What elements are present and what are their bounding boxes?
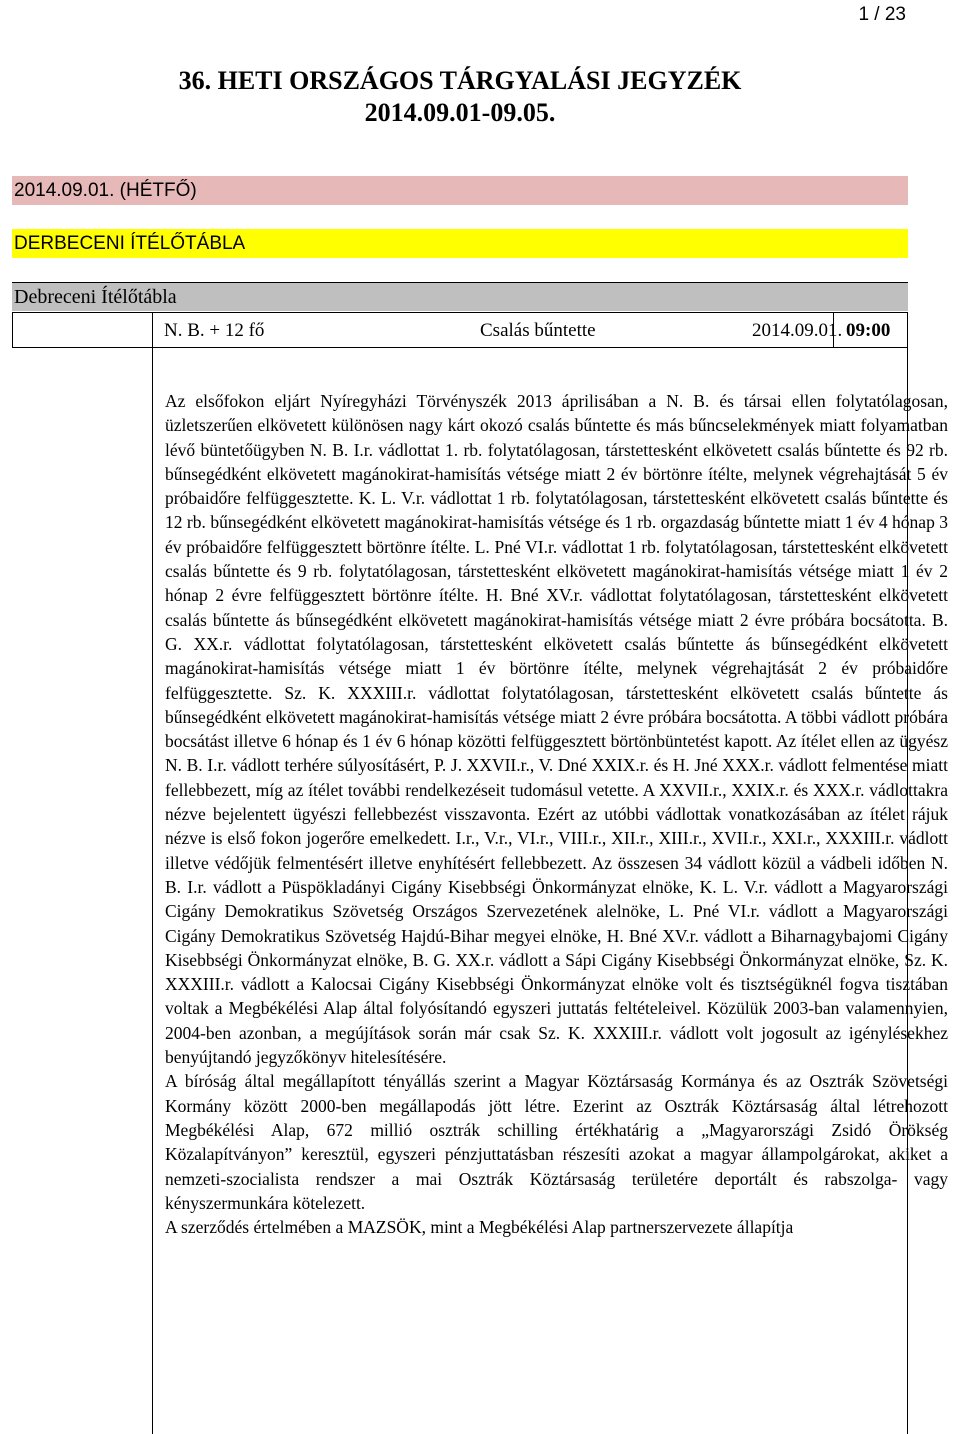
case-paragraph: A szerződés értelmében a MAZSÖK, mint a Megbékélési Alap partnerszervezete állapítja [165, 1217, 794, 1238]
case-description [165, 389, 948, 1239]
case-row-divider [152, 313, 153, 347]
document-date-range: 2014.09.01-09.05. [364, 98, 556, 127]
case-row [12, 312, 908, 348]
case-time: 09:00 [846, 320, 891, 341]
case-date: 2014.09.01. [752, 320, 843, 341]
case-paragraph: A bíróság által megállapított tényállás szerint a Magyar Köztársaság Kormánya és az Osztrák Szövetségi Kormány között 2000-ben megállapodás jött létre. Ezerint az Osztrák Köztársaság által létrehozott Megbékélési Alap, 672 millió osztrák schilling értékhatárig a „Magyarországi Zsidó Örökség Közalapítványon” keresztül, egyszeri pénzjuttatásban részesíti azokat a magyar állampolgárokat, akiket a nemzeti-szocialista rendszer a mai Osztrák Köztársaság területére deportált és rabszolga- vagy kényszermunkára kötelezett. [165, 1071, 948, 1213]
case-paragraph: Az elsőfokon eljárt Nyíregyházi Törvényszék 2013 áprilisában a N. B. és társai ellen folytatólagosan, üzletszerűen elkövetett különösen nagy kárt okozó csalás bűntette és más bűncselekmények miatt folyamatban lévő büntetőügyben N. B. I.r. vádlottat 1. rb. folytatólagosan, társtettesként elkövetett csalás bűntette és 92 rb. bűnsegédként elkövetett magánokirat-hamisítás vétsége miatt 2 év börtönre ítélte, melynek végrehajtását 5 év próbaidőre felfüggesztette. K. L. V.r. vádlottat 1 rb. folytatólagosan, társtettesként elkövetett csalás bűntette és 12 rb. bűnsegédként elkövetett magánokirat-hamisítás vétsége és 1 rb. orgazdaság bűntette miatt 1 év 4 hónap 3 év próbaidőre felfüggesztett börtönre ítélte. L. Pné VI.r. vádlottat 1 rb. folytatólagosan, társtettesként elkövetett csalás bűntette és 9 rb. folytatólagosan, társtettesként elkövetett magánokirat-hamisítás vétsége miatt 1 év 2 hónap 2 évre felfüggesztett börtönre ítélte. H. Bné XV.r. vádlottat folytatólagosan, társtettesként elkövetett csalás bűntette ás bűnsegédként elkövetett magánokirat-hamisítás vétsége miatt 2 évre próbára bocsátotta. B. G. XX.r. vádlottat folytatólagosan, társtettesként elkövetett csalás bűntette ás bűnsegédként elkövetett magánokirat-hamisítás vétsége miatt 1 év börtönre ítélte, melynek végrehajtását 2 év próbaidőre felfüggesztette. Sz. K. XXXIII.r. vádlottat folytatólagosan, társtettesként elkövetett csalás bűntette ás bűnsegédként elkövetett magánokirat-hamisítás vétsége miatt 2 évre próbára bocsátotta. A többi vádlott próbára bocsátást illetve 6 hónap és 1 év 6 hónap közötti felfüggesztett börtönbüntetést kapott. Az ítélet ellen az ügyész N. B. I.r. vádlott terhére súlyosításért, P. J. XXVII.r., V. Dné XXIX.r. és H. Jné XXX.r. vádlott felmentése miatt fellebbezett, míg az ítélet további rendelkezéseit tudomásul vetette. A XXVII.r., XXIX.r. és XXX.r. vádlottakra nézve bejelentett ügyészi fellebbezést visszavonta. Ezért az utóbbi vádlottak vonatkozásában az ítélet rájuk nézve is első fokon jogerőre emelkedett. I.r., V.r., VI.r., VIII.r., XII.r., XIII.r., XVII.r., XXI.r., XXXIII.r. vádlott illetve védőjük felmentésért illetve enyhítésért fellebbezett. Az összesen 34 vádlott közül a vádbeli időben N. B. I.r. vádlott a Püspökladányi Cigány Kisebbségi Önkormányzat elnöke, K. L. V.r. vádlott a Magyarországi Cigány Demokratikus Szövetség Országos Szervezetének alelnöke, L. Pné VI.r. vádlott a Magyarországi Cigány Demokratikus Szövetség Hajdú-Bihar megyei elnöke, H. Bné XV.r. vádlott a Biharnagybajomi Cigány Kisebbségi Önkormányzat elnöke, B. G. XX.r. vádlott a Sápi Cigány Kisebbségi Önkormányzat elnöke, Sz. K. XXXIII.r. vádlott a Kalocsai Cigány Kisebbségi Önkormányzat elnöke volt és tisztségüknél fogva tisztában voltak a Megbékélési Alap által folyósítandó egyszeri juttatás feltételeivel. Közülük 2003-ban valamennyien, 2004-ben azonban, a megújítások során már csak Sz. K. XXXIII.r. vádlott volt jogosult az igénylésekhez benyújtandó jegyzőkönyv hitelesítésére. [165, 391, 948, 1068]
case-crime: Csalás bűntette [480, 320, 596, 341]
page-number: 1 / 23 [858, 4, 906, 25]
case-row-divider [12, 313, 13, 347]
court-header: DERBECENI ÍTÉLŐTÁBLA [12, 229, 908, 258]
case-row-divider [907, 313, 908, 347]
document-title: 36. HETI ORSZÁGOS TÁRGYALÁSI JEGYZÉK [178, 66, 742, 95]
case-frame-left [152, 348, 153, 1434]
day-header: 2014.09.01. (HÉTFŐ) [12, 176, 908, 205]
court-subheader: Debreceni Ítélőtábla [12, 282, 908, 311]
case-parties: N. B. + 12 fő [164, 320, 265, 341]
